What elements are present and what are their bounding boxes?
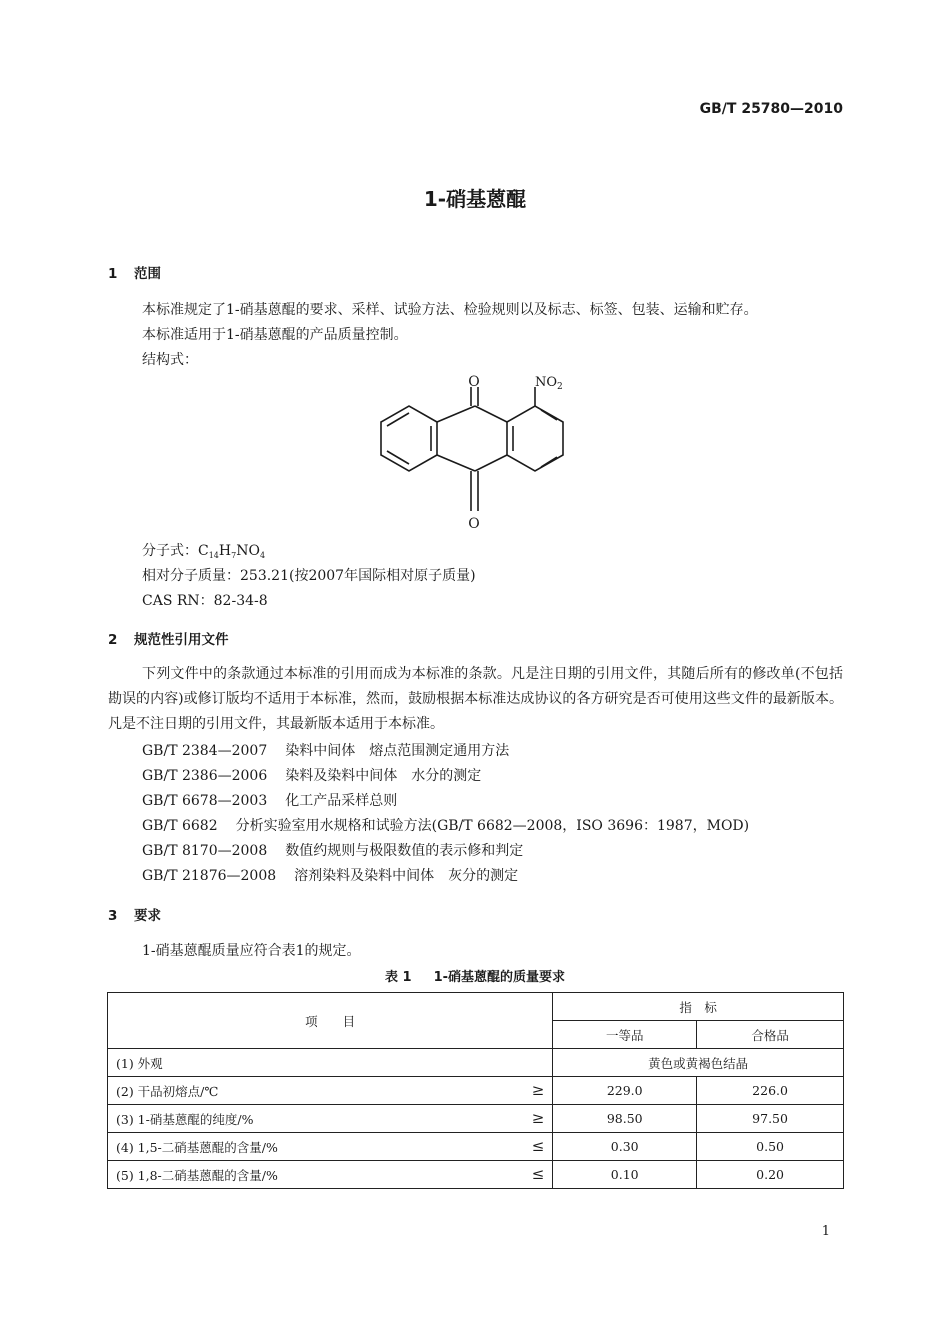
row-item	[108, 1161, 553, 1189]
reference-code: GB/T 6678—2003	[142, 793, 268, 809]
document-title: 1-硝基蒽醌	[423, 187, 527, 211]
row-item-label: (3) 1-硝基蒽醌的纯度/%	[116, 1111, 254, 1127]
row-value-qualified: 0.20	[697, 1161, 844, 1189]
formula-c-sub: 14	[208, 551, 219, 560]
reference-item	[142, 840, 523, 860]
row-operator: ≤	[531, 1137, 545, 1155]
row-item-label: (5) 1,8-二硝基蒽醌的含量/%	[116, 1167, 278, 1183]
formula-h: H	[218, 543, 232, 559]
row-item	[108, 1077, 553, 1105]
row-value-merged: 黄色或黄褐色结晶	[553, 1049, 844, 1077]
row-value-qualified: 226.0	[697, 1077, 844, 1105]
row-value-first: 0.10	[553, 1161, 697, 1189]
section-number: 2	[108, 632, 118, 648]
nitro-group	[535, 375, 563, 392]
row-item-label: (2) 干品初熔点/℃	[116, 1083, 219, 1099]
formula-c: C	[198, 543, 209, 559]
reference-item	[142, 765, 481, 785]
formula-o-sub: 4	[259, 551, 266, 560]
section-title: 要求	[134, 908, 161, 924]
row-value-qualified: 97.50	[697, 1105, 844, 1133]
row-value-first: 229.0	[553, 1077, 697, 1105]
standard-number: GB/T 25780—2010	[699, 101, 843, 117]
page-number: 1	[821, 1224, 830, 1239]
requirements-paragraph: 1-硝基蒽醌质量应符合表1的规定。	[142, 943, 361, 959]
header-qualified-grade: 合格品	[697, 1021, 844, 1049]
cas-number: CAS RN：82-34-8	[142, 593, 268, 609]
section-title: 范围	[134, 266, 161, 282]
table-header-row	[108, 993, 844, 1021]
reference-code: GB/T 6682	[142, 818, 218, 834]
section-3-heading	[108, 904, 161, 924]
table-row	[108, 1049, 844, 1077]
header-index: 指 标	[553, 993, 844, 1021]
header-item: 项 目	[108, 993, 553, 1049]
carbonyl-oxygen-top: O	[468, 374, 480, 390]
row-value-first: 98.50	[553, 1105, 697, 1133]
row-item-label: (1) 外观	[116, 1055, 163, 1071]
row-item-label: (4) 1,5-二硝基蒽醌的含量/%	[116, 1139, 278, 1155]
structural-formula	[360, 370, 600, 536]
table-row	[108, 1161, 844, 1189]
molecular-formula	[142, 540, 265, 560]
reference-code: GB/T 21876—2008	[142, 868, 277, 884]
section-1-heading	[108, 262, 161, 282]
reference-code: GB/T 2384—2007	[142, 743, 268, 759]
table-caption-label: 表 1	[384, 970, 412, 985]
formula-label: 分子式：	[142, 543, 198, 559]
section-2-heading	[108, 628, 229, 648]
scope-paragraph-1: 本标准规定了1-硝基蒽醌的要求、采样、试验方法、检验规则以及标志、标签、包装、运输和贮存。	[142, 302, 758, 318]
reference-title: 数值约规则与极限数值的表示修和判定	[285, 843, 524, 859]
row-operator: ≥	[531, 1081, 545, 1099]
structure-label: 结构式：	[142, 352, 198, 368]
header-first-grade: 一等品	[553, 1021, 697, 1049]
table-row	[108, 1077, 844, 1105]
row-value-qualified: 0.50	[697, 1133, 844, 1161]
reference-item	[142, 790, 397, 810]
table-row	[108, 1105, 844, 1133]
reference-item	[142, 865, 518, 885]
section-number: 3	[108, 908, 118, 924]
references-intro: 下列文件中的条款通过本标准的引用而成为本标准的条款。凡是注日期的引用文件，其随后所有的修改单(不包括勘误的内容)或修订版均不适用于本标准，然而，鼓励根据本标准达成协议的各方研究是否可使用这些文件的最新版本。凡是不注日期的引用文件，其最新版本适用于本标准。	[108, 666, 843, 732]
reference-title: 分析实验室用水规格和试验方法(GB/T 6682—2008，ISO 3696：1987，MOD)	[235, 818, 750, 834]
row-operator: ≤	[531, 1165, 545, 1183]
carbonyl-oxygen-bottom: O	[468, 516, 480, 532]
reference-title: 染料中间体 熔点范围测定通用方法	[285, 743, 510, 759]
reference-title: 化工产品采样总则	[285, 793, 398, 809]
reference-code: GB/T 8170—2008	[142, 843, 268, 859]
row-item	[108, 1049, 553, 1077]
nitro-label: NO	[535, 375, 558, 390]
row-operator: ≥	[531, 1109, 545, 1127]
row-value-first: 0.30	[553, 1133, 697, 1161]
row-item	[108, 1105, 553, 1133]
molecular-mass: 相对分子质量：253.21(按2007年国际相对原子质量)	[142, 568, 476, 584]
section-title: 规范性引用文件	[134, 632, 229, 648]
reference-title: 溶剂染料及染料中间体 灰分的测定	[294, 868, 519, 884]
row-item	[108, 1133, 553, 1161]
reference-item	[142, 815, 749, 835]
reference-code: GB/T 2386—2006	[142, 768, 268, 784]
reference-item	[142, 740, 509, 760]
quality-requirements-table	[107, 992, 844, 1189]
formula-rest: NO	[236, 543, 260, 559]
table-row	[108, 1133, 844, 1161]
formula-h-sub: 7	[231, 551, 237, 560]
scope-paragraph-2: 本标准适用于1-硝基蒽醌的产品质量控制。	[142, 327, 408, 343]
section-number: 1	[108, 266, 118, 282]
nitro-subscript: 2	[557, 382, 563, 392]
reference-title: 染料及染料中间体 水分的测定	[285, 768, 482, 784]
table-caption	[0, 966, 950, 985]
table-caption-title: 1-硝基蒽醌的质量要求	[433, 970, 566, 985]
